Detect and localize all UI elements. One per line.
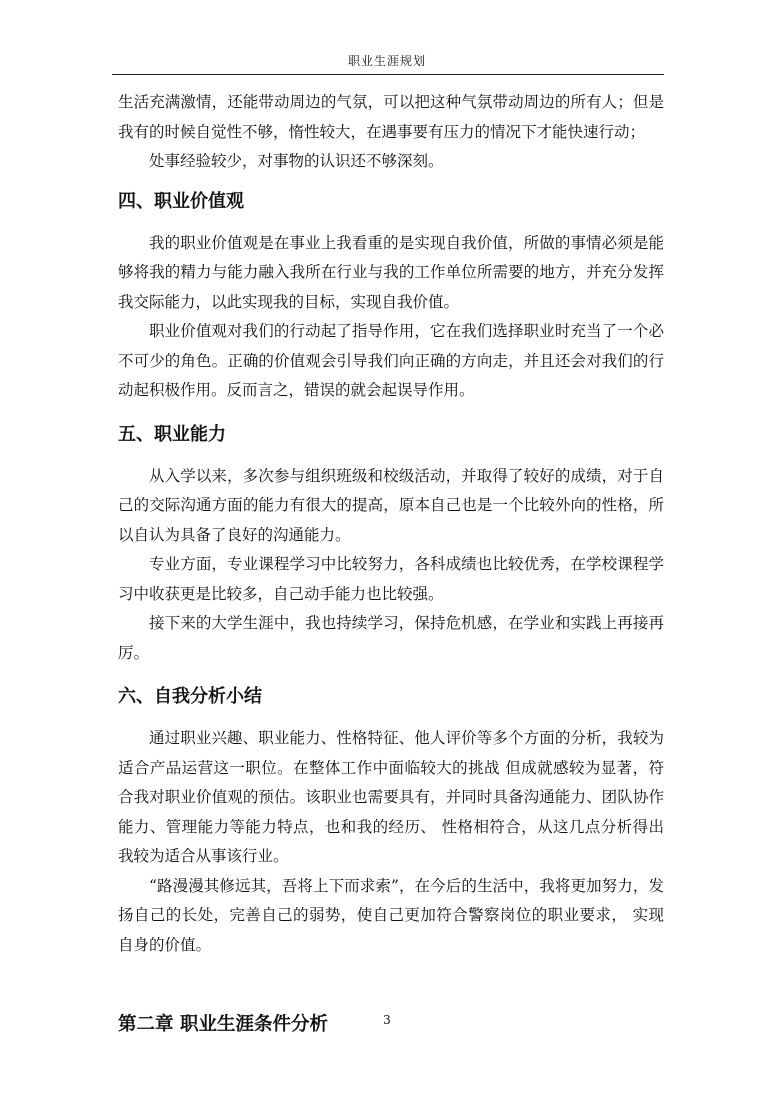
chapter-2-heading: 第二章 职业生涯条件分析 xyxy=(118,1014,328,1035)
section-6-paragraph-2: “路漫漫其修远其，吾将上下而求索”，在今后的生活中，我将更加努力，发扬自己的长处，完善自己的弱势，使自己更加符合警察岗位的职业要求， 实现自身的价值。 xyxy=(118,876,664,954)
page-body xyxy=(118,88,664,1040)
section-5-paragraph-1: 从入学以来，多次参与组织班级和校级活动，并取得了较好的成绩，对于自己的交际沟通方面的能力有很大的提高，原本自己也是一个比较外向的性格，所以自认为具备了良好的沟通能力。 xyxy=(118,466,664,544)
section-4-paragraph-2: 职业价值观对我们的行动起了指导作用，它在我们选择职业时充当了一个必不可少的角色。正确的价值观会引导我们向正确的方向走，并且还会对我们的行动起积极作用。反而言之，错误的就会起误导作用。 xyxy=(118,322,664,399)
header-rule xyxy=(112,74,664,75)
running-header: 职业生涯规划 xyxy=(347,54,426,68)
section-5-paragraph-3: 接下来的大学生涯中，我也持续学习，保持危机感，在学业和实践上再接再厉。 xyxy=(118,614,664,662)
section-5-paragraph-2: 专业方面，专业课程学习中比较努力，各科成绩也比较优秀，在学校课程学习中收获更是比较多，自己动手能力也比较强。 xyxy=(118,555,664,603)
section-4-paragraph-1: 我的职业价值观是在事业上我看重的是实现自我价值，所做的事情必须是能够将我的精力与能力融入我所在行业与我的工作单位所需要的地方，并充分发挥我交际能力，以此实现我的目标，实现自我价值。 xyxy=(118,233,664,311)
section-5-heading: 五、职业能力 xyxy=(118,423,226,445)
page-number: 3 xyxy=(383,1013,391,1027)
intro-paragraph-1: 生活充满激情，还能带动周边的气氛，可以把这种气氛带动周边的所有人；但是我有的时候自觉性不够，惰性较大，在遇事要有压力的情况下才能快速行动； xyxy=(118,93,664,141)
section-4-heading: 四、职业价值观 xyxy=(118,190,244,212)
section-6-paragraph-1: 通过职业兴趣、职业能力、性格特征、他人评价等多个方面的分析，我较为适合产品运营这一职位。在整体工作中面临较大的挑战 但成就感较为显著，符合我对职业价值观的预估。该职业也需要具有，并同时具备沟通能力、团队协作能力、管理能力等能力特点，也和我的经历、 性格相符合，从这几点分析得出我较为适合从事该行业。 xyxy=(118,729,664,865)
intro-paragraph-2: 处事经验较少，对事物的认识还不够深刻。 xyxy=(149,152,444,170)
section-6-heading: 六、自我分析小结 xyxy=(118,686,262,707)
